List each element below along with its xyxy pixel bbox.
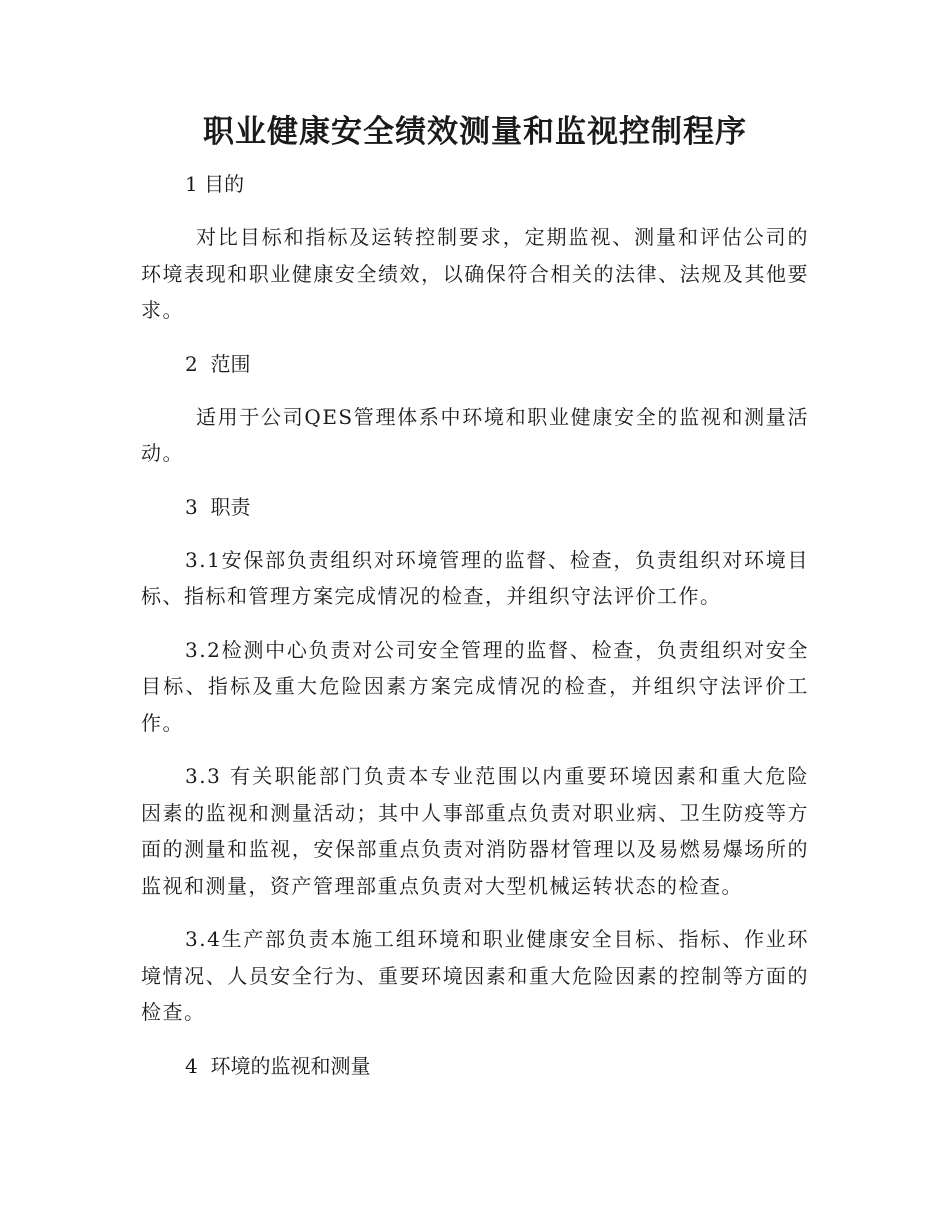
section-heading-scope: 2 范围 (185, 351, 251, 376)
section-heading-environment-monitoring: 4 环境的监视和测量 (185, 1053, 371, 1078)
section-heading-responsibilities: 3 职责 (185, 494, 251, 519)
paragraph-responsibility-3-1: 3.1安保部负责组织对环境管理的监督、检查，负责组织对环境目标、指标和管理方案完成情况的检查，并组织守法评价工作。 (141, 547, 809, 608)
paragraph-responsibility-3-2: 3.2检测中心负责对公司安全管理的监督、检查，负责组织对安全目标、指标及重大危险因素方案完成情况的检查，并组织守法评价工作。 (141, 637, 809, 735)
paragraph-responsibility-3-3: 3.3 有关职能部门负责本专业范围以内重要环境因素和重大危险因素的监视和测量活动；其中人事部重点负责对职业病、卫生防疫等方面的测量和监视，安保部重点负责对消防器材管理以及易燃易爆场所的监视和测量，资产管理部重点负责对大型机械运转状态的检查。 (141, 764, 809, 898)
paragraph-purpose: 对比目标和指标及运转控制要求，定期监视、测量和评估公司的环境表现和职业健康安全绩效，以确保符合相关的法律、法规及其他要求。 (141, 225, 809, 322)
document-body (141, 166, 809, 1101)
section-heading-purpose: 1 目的 (185, 172, 245, 196)
paragraph-responsibility-3-4: 3.4生产部负责本施工组环境和职业健康安全目标、指标、作业环境情况、人员安全行为、重要环境因素和重大危险因素的控制等方面的检查。 (141, 927, 809, 1024)
document-title: 职业健康安全绩效测量和监视控制程序 (203, 114, 747, 150)
paragraph-scope: 适用于公司QES管理体系中环境和职业健康安全的监视和测量活动。 (141, 404, 809, 465)
